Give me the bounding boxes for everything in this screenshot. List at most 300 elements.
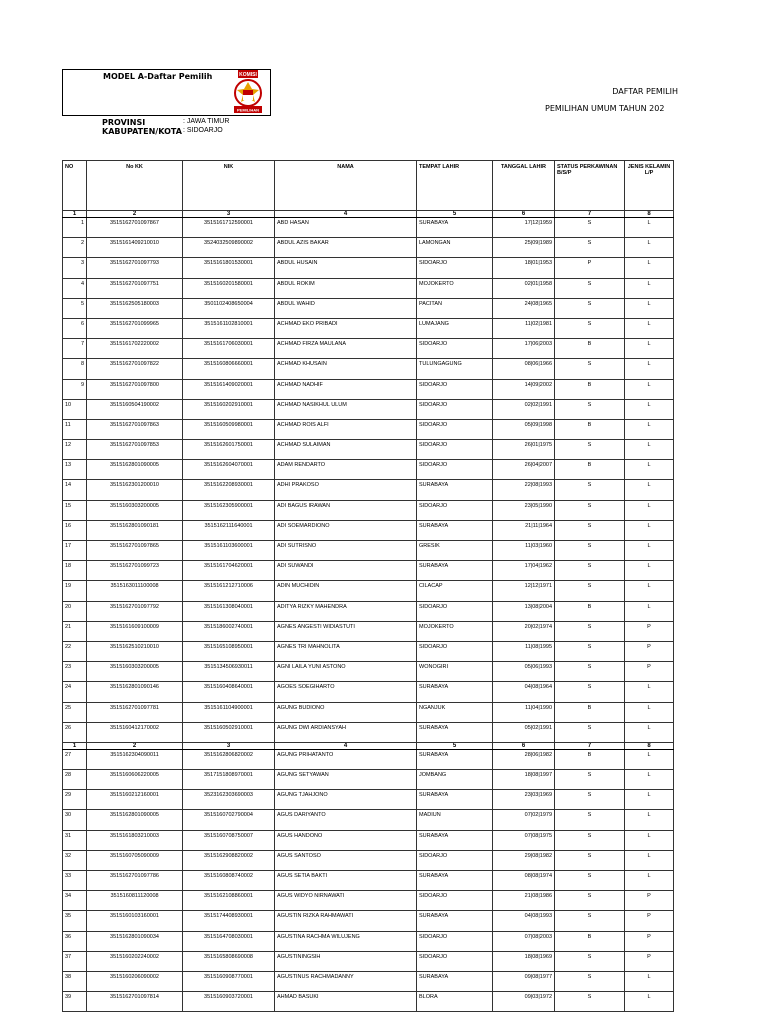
cell-no-kk: 3515162701099965 xyxy=(87,318,183,338)
cell-tanggal-lahir: 14|09|2002 xyxy=(493,379,555,399)
cell-tempat-lahir: TULUNGAGUNG xyxy=(417,359,493,379)
cell-tanggal-lahir: 08|08|1974 xyxy=(493,871,555,891)
cell-nik: 3515162601750001 xyxy=(183,440,275,460)
table-row xyxy=(63,399,674,419)
cell-no-kk: 3515160202240002 xyxy=(87,951,183,971)
cell-jenis-kelamin: L xyxy=(625,749,674,769)
cell-nik: 3515165108950001 xyxy=(183,641,275,661)
cell-status: S xyxy=(555,810,625,830)
cell-tanggal-lahir: 07|08|2003 xyxy=(493,931,555,951)
cell-jenis-kelamin: P xyxy=(625,951,674,971)
cell-nama: ABD HASAN xyxy=(275,218,417,238)
provinsi-label: PROVINSI xyxy=(102,118,146,127)
cell-no-kk: 3515162701097800 xyxy=(87,379,183,399)
cell-tanggal-lahir: 13|08|2004 xyxy=(493,601,555,621)
cell-jenis-kelamin: L xyxy=(625,440,674,460)
cell-nik: 3515160201580001 xyxy=(183,278,275,298)
document-title: DAFTAR PEMILIH xyxy=(612,87,678,96)
cell-nama: ACHMAD EKO PRIBADI xyxy=(275,318,417,338)
cell-nama: AGNI LAILA YUNI ASTONO xyxy=(275,662,417,682)
cell-no: 36 xyxy=(63,931,87,951)
cell-status: B xyxy=(555,749,625,769)
cell-no-kk: 3515161702220002 xyxy=(87,339,183,359)
cell-jenis-kelamin: L xyxy=(625,379,674,399)
cell-tanggal-lahir: 11|08|1995 xyxy=(493,641,555,661)
column-number: 5 xyxy=(417,742,493,749)
cell-status: B xyxy=(555,702,625,722)
cell-status: S xyxy=(555,911,625,931)
cell-no-kk: 3515162801090181 xyxy=(87,520,183,540)
cell-tempat-lahir: SURABAYA xyxy=(417,722,493,742)
cell-no-kk: 3515162701097822 xyxy=(87,359,183,379)
kpu-logo-icon xyxy=(226,69,270,115)
cell-no-kk: 3515162701097867 xyxy=(87,218,183,238)
cell-tanggal-lahir: 12|12|1971 xyxy=(493,581,555,601)
column-number: 1 xyxy=(63,211,87,218)
cell-no-kk: 3515160212160001 xyxy=(87,790,183,810)
cell-no: 7 xyxy=(63,339,87,359)
cell-nama: AGUS HANDONO xyxy=(275,830,417,850)
cell-no-kk: 3515162510210010 xyxy=(87,641,183,661)
cell-no-kk: 3515160303200005 xyxy=(87,662,183,682)
cell-tanggal-lahir: 25|09|1989 xyxy=(493,238,555,258)
cell-no: 28 xyxy=(63,770,87,790)
document-subtitle: PEMILIHAN UMUM TAHUN 202 xyxy=(545,104,665,113)
cell-nik: 3515161706030001 xyxy=(183,339,275,359)
cell-jenis-kelamin: L xyxy=(625,810,674,830)
cell-no: 37 xyxy=(63,951,87,971)
header-jenis-kelamin: JENIS KELAMIN L/P xyxy=(625,161,674,211)
cell-nik: 3515160408640001 xyxy=(183,682,275,702)
cell-nama: ADI SUWANDI xyxy=(275,561,417,581)
cell-tanggal-lahir: 21|08|1986 xyxy=(493,891,555,911)
cell-tempat-lahir: SURABAYA xyxy=(417,790,493,810)
table-row xyxy=(63,971,674,991)
table-row xyxy=(63,931,674,951)
column-number: 3 xyxy=(183,211,275,218)
table-row xyxy=(63,749,674,769)
column-number: 8 xyxy=(625,742,674,749)
cell-nik: 3501102408650004 xyxy=(183,298,275,318)
cell-jenis-kelamin: L xyxy=(625,722,674,742)
cell-nik: 3515161104900001 xyxy=(183,702,275,722)
cell-nik: 3515160806660001 xyxy=(183,359,275,379)
cell-no: 34 xyxy=(63,891,87,911)
cell-nik: 3515161308040001 xyxy=(183,601,275,621)
cell-nik: 3515164708030001 xyxy=(183,931,275,951)
table-row xyxy=(63,278,674,298)
table-row xyxy=(63,561,674,581)
cell-status: S xyxy=(555,641,625,661)
cell-status: B xyxy=(555,379,625,399)
cell-no: 16 xyxy=(63,520,87,540)
cell-tanggal-lahir: 18|01|1953 xyxy=(493,258,555,278)
column-number: 7 xyxy=(555,742,625,749)
cell-tanggal-lahir: 26|04|2007 xyxy=(493,460,555,480)
cell-jenis-kelamin: L xyxy=(625,541,674,561)
cell-no: 27 xyxy=(63,749,87,769)
cell-tempat-lahir: MOJOKERTO xyxy=(417,621,493,641)
cell-tanggal-lahir: 04|08|1993 xyxy=(493,911,555,931)
cell-nama: AGUS SANTOSO xyxy=(275,850,417,870)
cell-no-kk: 3515162701097792 xyxy=(87,601,183,621)
cell-nama: AGUNG SETYAWAN xyxy=(275,770,417,790)
header-nama: NAMA xyxy=(275,161,417,211)
table-row xyxy=(63,601,674,621)
cell-nik: 3515162108860001 xyxy=(183,891,275,911)
cell-nik: 3515160708750007 xyxy=(183,830,275,850)
table-row xyxy=(63,850,674,870)
cell-nama: ADIN MUCHIDIN xyxy=(275,581,417,601)
cell-status: B xyxy=(555,931,625,951)
cell-nik: 3523162303690003 xyxy=(183,790,275,810)
logo-bottom-text: PEMILIHAN xyxy=(237,107,259,113)
cell-no-kk: 3515162304090011 xyxy=(87,749,183,769)
cell-tempat-lahir: SIDOARJO xyxy=(417,931,493,951)
cell-tempat-lahir: SIDOARJO xyxy=(417,258,493,278)
cell-tanggal-lahir: 29|08|1982 xyxy=(493,850,555,870)
table-row xyxy=(63,359,674,379)
header-nik: NIK xyxy=(183,161,275,211)
cell-nama: ABDUL AZIS BAKAR xyxy=(275,238,417,258)
cell-tempat-lahir: MADIUN xyxy=(417,810,493,830)
cell-no: 18 xyxy=(63,561,87,581)
cell-jenis-kelamin: L xyxy=(625,218,674,238)
table-row xyxy=(63,460,674,480)
cell-nama: ACHMAD SULAIMAN xyxy=(275,440,417,460)
cell-nama: ADITYA RIZKY MAHENDRA xyxy=(275,601,417,621)
cell-nik: 3515161102810001 xyxy=(183,318,275,338)
cell-nik: 3515186002740001 xyxy=(183,621,275,641)
table-row xyxy=(63,891,674,911)
cell-status: S xyxy=(555,621,625,641)
cell-tanggal-lahir: 08|06|1966 xyxy=(493,359,555,379)
cell-no-kk: 3515163011100008 xyxy=(87,581,183,601)
cell-jenis-kelamin: L xyxy=(625,359,674,379)
cell-no-kk: 3515162701097781 xyxy=(87,702,183,722)
cell-nik: 3515162305900001 xyxy=(183,500,275,520)
cell-nik: 3515161712590001 xyxy=(183,218,275,238)
cell-tempat-lahir: SIDOARJO xyxy=(417,339,493,359)
cell-tempat-lahir: MOJOKERTO xyxy=(417,278,493,298)
cell-jenis-kelamin: L xyxy=(625,339,674,359)
cell-nama: ADI SUTRISNO xyxy=(275,541,417,561)
cell-status: S xyxy=(555,440,625,460)
cell-tempat-lahir: SIDOARJO xyxy=(417,419,493,439)
column-number: 6 xyxy=(493,742,555,749)
cell-status: S xyxy=(555,298,625,318)
cell-tanggal-lahir: 21|11|1964 xyxy=(493,520,555,540)
cell-tempat-lahir: SURABAYA xyxy=(417,830,493,850)
cell-jenis-kelamin: L xyxy=(625,971,674,991)
cell-status: S xyxy=(555,278,625,298)
cell-no: 38 xyxy=(63,971,87,991)
cell-status: S xyxy=(555,770,625,790)
cell-jenis-kelamin: L xyxy=(625,992,674,1012)
cell-nama: AGUNG TJAHJONO xyxy=(275,790,417,810)
cell-tempat-lahir: SIDOARJO xyxy=(417,641,493,661)
cell-nik: 3515160502910001 xyxy=(183,722,275,742)
cell-nama: ADAM RENDARTO xyxy=(275,460,417,480)
cell-status: S xyxy=(555,318,625,338)
cell-nama: AGUSTININGSIH xyxy=(275,951,417,971)
cell-status: B xyxy=(555,419,625,439)
cell-tanggal-lahir: 05|02|1991 xyxy=(493,722,555,742)
table-row xyxy=(63,419,674,439)
cell-nama: ADI BAGUS IRAWAN xyxy=(275,500,417,520)
logo-top-text: KOMISI xyxy=(239,72,257,78)
cell-no: 1 xyxy=(63,218,87,238)
table-row xyxy=(63,682,674,702)
cell-nik: 3515160509980001 xyxy=(183,419,275,439)
cell-nama: AGUS SETIA BAKTI xyxy=(275,871,417,891)
cell-no-kk: 3515160103160001 xyxy=(87,911,183,931)
cell-status: S xyxy=(555,399,625,419)
cell-nik: 3515160702790004 xyxy=(183,810,275,830)
cell-no-kk: 3515162301200010 xyxy=(87,480,183,500)
cell-tempat-lahir: SIDOARJO xyxy=(417,399,493,419)
cell-no-kk: 3515162701097793 xyxy=(87,258,183,278)
cell-status: S xyxy=(555,682,625,702)
cell-tanggal-lahir: 18|08|1997 xyxy=(493,770,555,790)
table-row xyxy=(63,702,674,722)
cell-no-kk: 3515161609100009 xyxy=(87,621,183,641)
kabupaten-label: KABUPATEN/KOTA xyxy=(102,127,182,136)
table-row xyxy=(63,641,674,661)
cell-status: S xyxy=(555,722,625,742)
cell-tanggal-lahir: 09|08|1977 xyxy=(493,971,555,991)
cell-no: 14 xyxy=(63,480,87,500)
cell-status: S xyxy=(555,218,625,238)
cell-status: S xyxy=(555,561,625,581)
cell-tanggal-lahir: 11|02|1981 xyxy=(493,318,555,338)
cell-nama: AGUNG BUDIONO xyxy=(275,702,417,722)
table-row xyxy=(63,662,674,682)
table-row xyxy=(63,500,674,520)
cell-no: 22 xyxy=(63,641,87,661)
model-title: MODEL A-Daftar Pemilih xyxy=(103,72,213,81)
cell-no-kk: 3515160303200005 xyxy=(87,500,183,520)
cell-no-kk: 3515161409210010 xyxy=(87,238,183,258)
cell-nama: AGUS WIDYO NIRNAWATI xyxy=(275,891,417,911)
cell-status: S xyxy=(555,500,625,520)
cell-no: 17 xyxy=(63,541,87,561)
cell-no: 24 xyxy=(63,682,87,702)
cell-nama: ACHMAD NADHIF xyxy=(275,379,417,399)
cell-tanggal-lahir: 23|03|1969 xyxy=(493,790,555,810)
cell-nik: 3515160202910001 xyxy=(183,399,275,419)
cell-tempat-lahir: SIDOARJO xyxy=(417,460,493,480)
cell-jenis-kelamin: L xyxy=(625,790,674,810)
cell-no-kk: 3515160606220005 xyxy=(87,770,183,790)
table-row xyxy=(63,238,674,258)
cell-status: S xyxy=(555,581,625,601)
cell-nik: 3515161409020001 xyxy=(183,379,275,399)
table-row xyxy=(63,911,674,931)
cell-nama: AGUSTIN RIZKA RAHMAWATI xyxy=(275,911,417,931)
cell-jenis-kelamin: L xyxy=(625,702,674,722)
cell-no-kk: 3515160504190002 xyxy=(87,399,183,419)
cell-status: S xyxy=(555,541,625,561)
cell-nama: ADI SOEMARDIONO xyxy=(275,520,417,540)
cell-no-kk: 3515162701097863 xyxy=(87,419,183,439)
cell-tanggal-lahir: 22|08|1993 xyxy=(493,480,555,500)
cell-nama: AGUS DARIYANTO xyxy=(275,810,417,830)
cell-status: B xyxy=(555,460,625,480)
cell-jenis-kelamin: L xyxy=(625,500,674,520)
cell-tempat-lahir: PACITAN xyxy=(417,298,493,318)
cell-nik: 3515162604070001 xyxy=(183,460,275,480)
cell-tempat-lahir: JOMBANG xyxy=(417,770,493,790)
cell-nik: 3515174408930001 xyxy=(183,911,275,931)
cell-tempat-lahir: SURABAYA xyxy=(417,682,493,702)
cell-tanggal-lahir: 02|02|1991 xyxy=(493,399,555,419)
cell-jenis-kelamin: L xyxy=(625,419,674,439)
cell-no: 30 xyxy=(63,810,87,830)
table-row xyxy=(63,298,674,318)
table-row xyxy=(63,339,674,359)
header-tanggal-lahir: TANGGAL LAHIR xyxy=(493,161,555,211)
table-row xyxy=(63,379,674,399)
cell-status: S xyxy=(555,790,625,810)
cell-jenis-kelamin: L xyxy=(625,318,674,338)
cell-no-kk: 3515160206090002 xyxy=(87,971,183,991)
model-title-box xyxy=(62,69,271,116)
cell-tempat-lahir: BLORA xyxy=(417,992,493,1012)
cell-no: 2 xyxy=(63,238,87,258)
cell-tempat-lahir: WONOGIRI xyxy=(417,662,493,682)
cell-jenis-kelamin: L xyxy=(625,480,674,500)
cell-no-kk: 3515162701097786 xyxy=(87,871,183,891)
cell-tempat-lahir: SURABAYA xyxy=(417,749,493,769)
cell-nik: 3515134506930011 xyxy=(183,662,275,682)
cell-tempat-lahir: CILACAP xyxy=(417,581,493,601)
cell-jenis-kelamin: P xyxy=(625,662,674,682)
cell-no-kk: 3515162505180003 xyxy=(87,298,183,318)
cell-tanggal-lahir: 24|08|1965 xyxy=(493,298,555,318)
header-no-kk: No KK xyxy=(87,161,183,211)
cell-tempat-lahir: SURABAYA xyxy=(417,971,493,991)
cell-nama: ACHMAD FIRZA MAULANA xyxy=(275,339,417,359)
cell-jenis-kelamin: L xyxy=(625,770,674,790)
cell-nama: AGUSTINA RACHMA WILUJENG xyxy=(275,931,417,951)
cell-no: 15 xyxy=(63,500,87,520)
cell-no: 35 xyxy=(63,911,87,931)
cell-jenis-kelamin: P xyxy=(625,891,674,911)
column-number: 4 xyxy=(275,742,417,749)
column-number: 6 xyxy=(493,211,555,218)
cell-tempat-lahir: SURABAYA xyxy=(417,871,493,891)
cell-no: 11 xyxy=(63,419,87,439)
cell-tanggal-lahir: 09|03|1972 xyxy=(493,992,555,1012)
cell-tempat-lahir: SIDOARJO xyxy=(417,500,493,520)
header-tempat-lahir: TEMPAT LAHIR xyxy=(417,161,493,211)
table-row xyxy=(63,440,674,460)
cell-status: S xyxy=(555,971,625,991)
table-header-row xyxy=(63,161,674,211)
header-no: NO xyxy=(63,161,87,211)
cell-jenis-kelamin: L xyxy=(625,520,674,540)
voter-table xyxy=(62,160,674,1012)
cell-no-kk: 3515161803210003 xyxy=(87,830,183,850)
cell-tanggal-lahir: 23|05|1990 xyxy=(493,500,555,520)
cell-status: S xyxy=(555,992,625,1012)
cell-no-kk: 3515160811120008 xyxy=(87,891,183,911)
cell-tanggal-lahir: 28|06|1982 xyxy=(493,749,555,769)
cell-tanggal-lahir: 04|08|1964 xyxy=(493,682,555,702)
column-number: 7 xyxy=(555,211,625,218)
cell-tempat-lahir: LAMONGAN xyxy=(417,238,493,258)
cell-jenis-kelamin: L xyxy=(625,850,674,870)
cell-tempat-lahir: SURABAYA xyxy=(417,520,493,540)
cell-jenis-kelamin: L xyxy=(625,601,674,621)
cell-status: P xyxy=(555,258,625,278)
table-row xyxy=(63,871,674,891)
cell-tanggal-lahir: 07|08|1975 xyxy=(493,830,555,850)
cell-jenis-kelamin: L xyxy=(625,581,674,601)
cell-no: 5 xyxy=(63,298,87,318)
cell-nik: 3515161212710006 xyxy=(183,581,275,601)
cell-no-kk: 3515162701097814 xyxy=(87,992,183,1012)
table-row xyxy=(63,770,674,790)
cell-tempat-lahir: LUMAJANG xyxy=(417,318,493,338)
cell-tanggal-lahir: 11|04|1990 xyxy=(493,702,555,722)
cell-tempat-lahir: NGANJUK xyxy=(417,702,493,722)
cell-no: 12 xyxy=(63,440,87,460)
cell-status: S xyxy=(555,662,625,682)
header-status-perkawinan: STATUS PERKAWINAN B/S/P xyxy=(555,161,625,211)
cell-nik: 3515161801530001 xyxy=(183,258,275,278)
cell-tanggal-lahir: 26|01|1975 xyxy=(493,440,555,460)
column-number-row xyxy=(63,211,674,218)
cell-tanggal-lahir: 07|02|1979 xyxy=(493,810,555,830)
cell-tanggal-lahir: 20|02|1974 xyxy=(493,621,555,641)
column-number: 2 xyxy=(87,742,183,749)
cell-nama: ACHMAD ROIS ALFI xyxy=(275,419,417,439)
cell-status: S xyxy=(555,480,625,500)
cell-nik: 3515162908820002 xyxy=(183,850,275,870)
cell-no: 19 xyxy=(63,581,87,601)
cell-no: 31 xyxy=(63,830,87,850)
cell-no: 3 xyxy=(63,258,87,278)
cell-no-kk: 3515162801090005 xyxy=(87,460,183,480)
cell-tanggal-lahir: 17|04|1962 xyxy=(493,561,555,581)
cell-no-kk: 3515160705090009 xyxy=(87,850,183,870)
cell-tempat-lahir: SURABAYA xyxy=(417,218,493,238)
table-row xyxy=(63,621,674,641)
column-number: 3 xyxy=(183,742,275,749)
cell-nama: AGNES ANGESTI WIDIASTUTI xyxy=(275,621,417,641)
cell-jenis-kelamin: P xyxy=(625,641,674,661)
kabupaten-value: : SIDOARJO xyxy=(183,127,223,134)
column-number: 1 xyxy=(63,742,87,749)
column-number: 4 xyxy=(275,211,417,218)
cell-status: S xyxy=(555,520,625,540)
cell-jenis-kelamin: L xyxy=(625,830,674,850)
cell-nama: ABDUL ROKIM xyxy=(275,278,417,298)
cell-tempat-lahir: SIDOARJO xyxy=(417,850,493,870)
cell-nik: 3515161103600001 xyxy=(183,541,275,561)
cell-tempat-lahir: SIDOARJO xyxy=(417,951,493,971)
cell-no: 26 xyxy=(63,722,87,742)
table-row xyxy=(63,581,674,601)
cell-nama: ADHI PRAKOSO xyxy=(275,480,417,500)
cell-jenis-kelamin: L xyxy=(625,278,674,298)
cell-tempat-lahir: SIDOARJO xyxy=(417,440,493,460)
cell-tanggal-lahir: 02|01|1958 xyxy=(493,278,555,298)
cell-nama: ACHMAD KHUSAIN xyxy=(275,359,417,379)
table-row xyxy=(63,992,674,1012)
